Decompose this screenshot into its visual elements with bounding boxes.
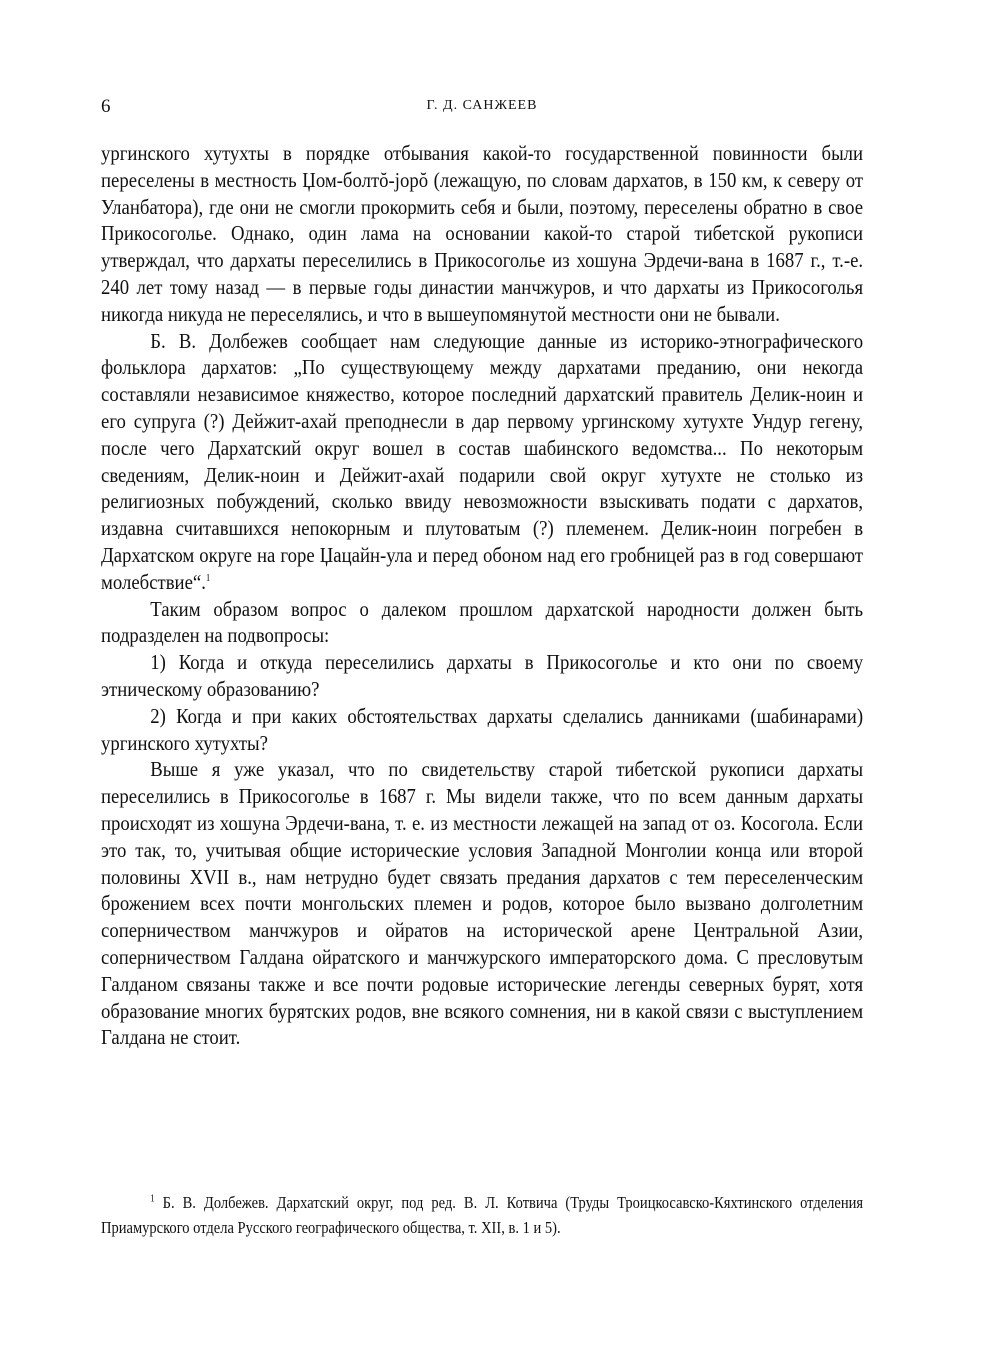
page: [101, 96, 863, 1051]
footnote: [101, 1190, 863, 1240]
paragraph-dolbezhev-quote: [101, 328, 863, 596]
body-text: [101, 140, 863, 1051]
paragraph-analysis: Выше я уже указал, что по свидетельству старой тибетской рукописи дархаты переселились в Прикосоголье в 1687 г. Мы видели также, что по всем данным дархаты происходят из хошуна Эрдечи-вана, т. е. из местности лежащей на запад от оз. Косогола. Если это так, то, учитывая общие исторические условия Западной Монголии конца или второй половины XVII в., нам нетрудно будет связать предания дархатов с тем переселенческим брожением всех почти монгольских племен и родов, которое было вызвано долголетним соперничеством манчжуров и ойратов на исторической арене Центральной Азии, соперничеством Галдана ойратского и манчжурского императорского дома. С пресловутым Галданом связаны также и все почти родовые исторические легенды северных бурят, хотя образование многих бурятских родов, вне всякого сомнения, ни в какой связи с выступлением Галдана не стоит.: [101, 757, 864, 1050]
running-head: [101, 96, 863, 120]
question-2: 2) Когда и при каких обстоятельствах дархаты сделались данниками (шабинарами) ургинского хутухты?: [101, 703, 864, 755]
paragraph-subquestions-intro: Таким образом вопрос о далеком прошлом дархатской народности должен быть подразделен на подвопросы:: [101, 596, 864, 648]
footnote-1: [101, 1190, 863, 1240]
footnote-marker: 1: [150, 1193, 155, 1205]
page-number: 6: [101, 96, 111, 117]
question-1: 1) Когда и откуда переселились дархаты в Прикосоголье и кто они по своему этническому образованию?: [101, 650, 864, 701]
running-title: Г. Д. САНЖЕЕВ: [426, 98, 538, 113]
footnote-text: Б. В. Долбежев. Дархатский округ, под ред. В. Л. Котвича (Труды Троицкосавско-Кяхтинского отделения Приамурского отдела Русского географического общества, т. XII, в. 1 и 5).: [101, 1193, 864, 1237]
footnote-reference[interactable]: 1: [205, 572, 211, 584]
paragraph-continued: ургинского хутухты в порядке отбывания какой-то государственной повинности были переселены в местность Џом-болтŏ-јорŏ (лежащую, по словам дархатов, в 150 км, к северу от Уланбатора), где они не смогли прокормить себя и были, поэтому, переселены обратно в свое Прикосоголье. Однако, один лама на основании какой-то старой тибетской рукописи утверждал, что дархаты переселились в Прикосоголье из хошуна Эрдечи-вана в 1687 г., т.-е. 240 лет тому назад — в первые годы династии манчжуров, и что дархаты из Прикосоголья никогда никуда не переселялись, и что в вышеупомянутой местности они не бывали.: [101, 141, 864, 326]
quote-text: Б. В. Долбежев сообщает нам следующие данные из историко-этнографического фольклора дархатов: „По существующему между дархатами преданию, они некогда составляли независимое княжество, которое последний дархатский правитель Делик-ноин и его супруга (?) Дейжит-ахай преподнесли в дар первому ургинскому хутухте Ундур гегену, после чего Дархатский округ вошел в состав шабинского ведомства... По некоторым сведениям, Делик-ноин и Дейжит-ахай подарили свой округ хутухте не столько из религиозных побуждений, сколько ввиду невозможности взыскивать подати с дархатов, издавна считавшихся непокорным и плутоватым (?) племенем. Делик-ноин погребен в Дархатском округе на горе Џацайн-ула и перед обоном над его гробницей раз в год совершают молебствие“.: [101, 328, 864, 594]
